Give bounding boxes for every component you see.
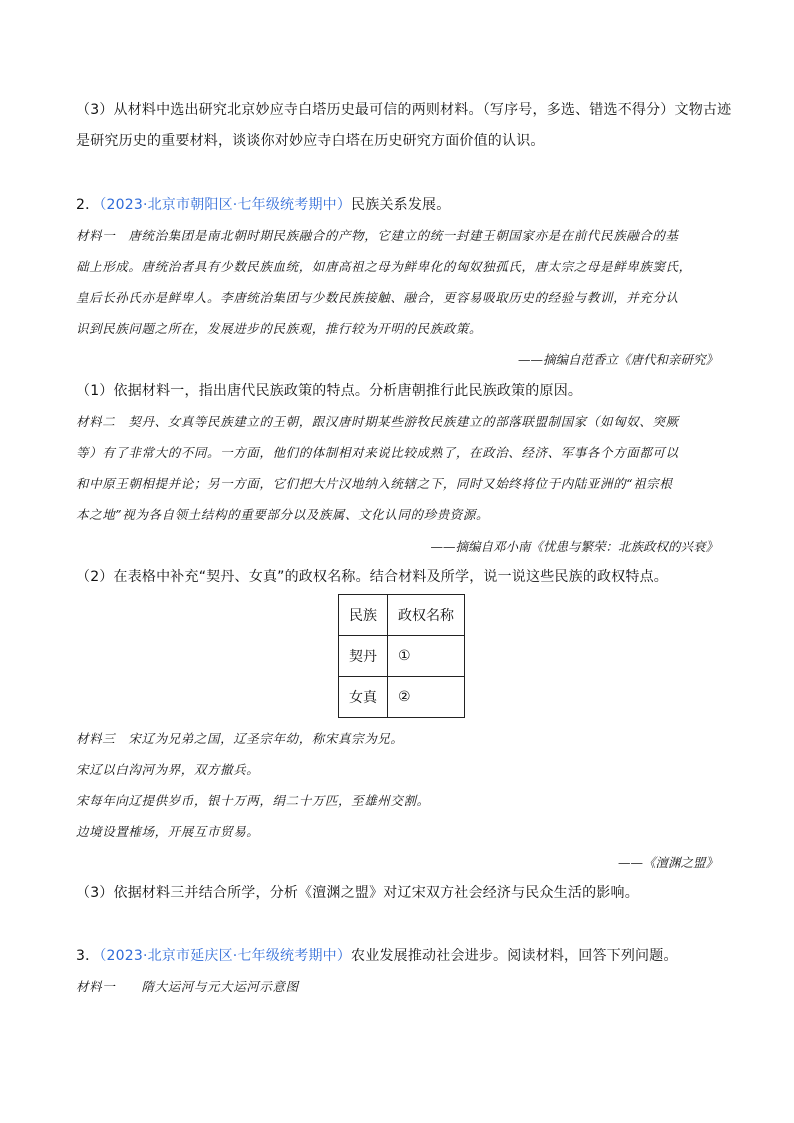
q2-material1-source: ——摘编自范香立《唐代和亲研究》 (517, 352, 718, 367)
q2-material2-line: 和中原王朝相提并论；另一方面，它们把大片汉地纳入统辖之下，同时又始终将位于内陆亚洲的“祖宗根 (76, 476, 673, 491)
q1-part3-line1: （3）从材料中选出研究北京妙应寺白塔历史最可信的两则材料。（写序号，多选、错选不得分）文物古迹 (76, 102, 732, 118)
q2-material2-line: 材料二 契丹、女真等民族建立的王朝，跟汉唐时期某些游牧民族建立的部落联盟制国家（如匈奴、突厥 (76, 414, 679, 429)
q1-part3-line2: 是研究历史的重要材料，谈谈你对妙应寺白塔在历史研究方面价值的认识。 (76, 133, 545, 149)
q2-stem: 民族关系发展。 (351, 197, 451, 213)
q2-part3: （3）依据材料三并结合所学，分析《澶渊之盟》对辽宋双方社会经济与民众生活的影响。 (76, 885, 639, 901)
q2-part2: （2）在表格中补充“契丹、女真”的政权名称。结合材料及所学，说一说这些民族的政权特点。 (76, 569, 669, 585)
q2-material3-line: 材料三 宋辽为兄弟之国，辽圣宗年幼，称宋真宗为兄。 (76, 731, 404, 746)
regime-table (338, 594, 465, 718)
q2-material3-line: 宋辽以白沟河为界，双方撤兵。 (76, 762, 260, 777)
q2-material2-line: 本之地”视为各自领土结构的重要部分以及族属、文化认同的珍贵资源。 (76, 507, 490, 522)
q2-material3-source: ——《澶渊之盟》 (617, 855, 718, 870)
q2-material1-line: 础上形成。唐统治者具有少数民族血统，如唐高祖之母为鲜卑化的匈奴独孤氏，唐太宗之母是鲜卑族窦氏， (76, 259, 692, 274)
q2-number: 2． (76, 197, 100, 213)
table-header-cell: 民族 (339, 595, 388, 636)
q3-number: 3． (76, 948, 100, 964)
q2-material2-source: ——摘编自邓小南《忧患与繁荣：北族政权的兴衰》 (430, 539, 718, 554)
q3-material1-label: 材料一 隋大运河与元大运河示意图 (76, 979, 299, 994)
q2-material3-line: 宋每年向辽提供岁币，银十万两，绢二十万匹，至雄州交割。 (76, 793, 430, 808)
q2-part1: （1）依据材料一，指出唐代民族政策的特点。分析唐朝推行此民族政策的原因。 (76, 383, 583, 399)
table-row (339, 677, 465, 718)
table-cell: ① (388, 636, 465, 677)
q2-material1-line: 识到民族问题之所在，发展进步的民族观，推行较为开明的民族政策。 (76, 321, 483, 336)
q3-source-tag[interactable]: （2023·北京市延庆区·七年级统考期中） (99, 948, 352, 964)
q3-stem: 农业发展推动社会进步。阅读材料，回答下列问题。 (351, 948, 678, 964)
q2-material2-line: 等）有了非常大的不同。一方面，他们的体制相对来说比较成熟了，在政治、经济、军事各个方面都可以 (76, 445, 679, 460)
table-header-cell: 政权名称 (388, 595, 465, 636)
q2-material1-line: 材料一 唐统治集团是南北朝时期民族融合的产物，它建立的统一封建王朝国家亦是在前代民族融合的基 (76, 228, 679, 243)
q2-material3-line: 边境设置榷场，开展互市贸易。 (76, 824, 260, 839)
table-cell: ② (388, 677, 465, 718)
q3-header (76, 946, 678, 966)
table-cell: 女真 (339, 677, 388, 718)
q2-material1-line: 皇后长孙氏亦是鲜卑人。李唐统治集团与少数民族接触、融合，更容易吸取历史的经验与教训，并充分认 (76, 290, 679, 305)
table-row (339, 636, 465, 677)
q2-source-tag[interactable]: （2023·北京市朝阳区·七年级统考期中） (99, 197, 352, 213)
table-header-row (339, 595, 465, 636)
q2-header (76, 195, 450, 215)
table-cell: 契丹 (339, 636, 388, 677)
